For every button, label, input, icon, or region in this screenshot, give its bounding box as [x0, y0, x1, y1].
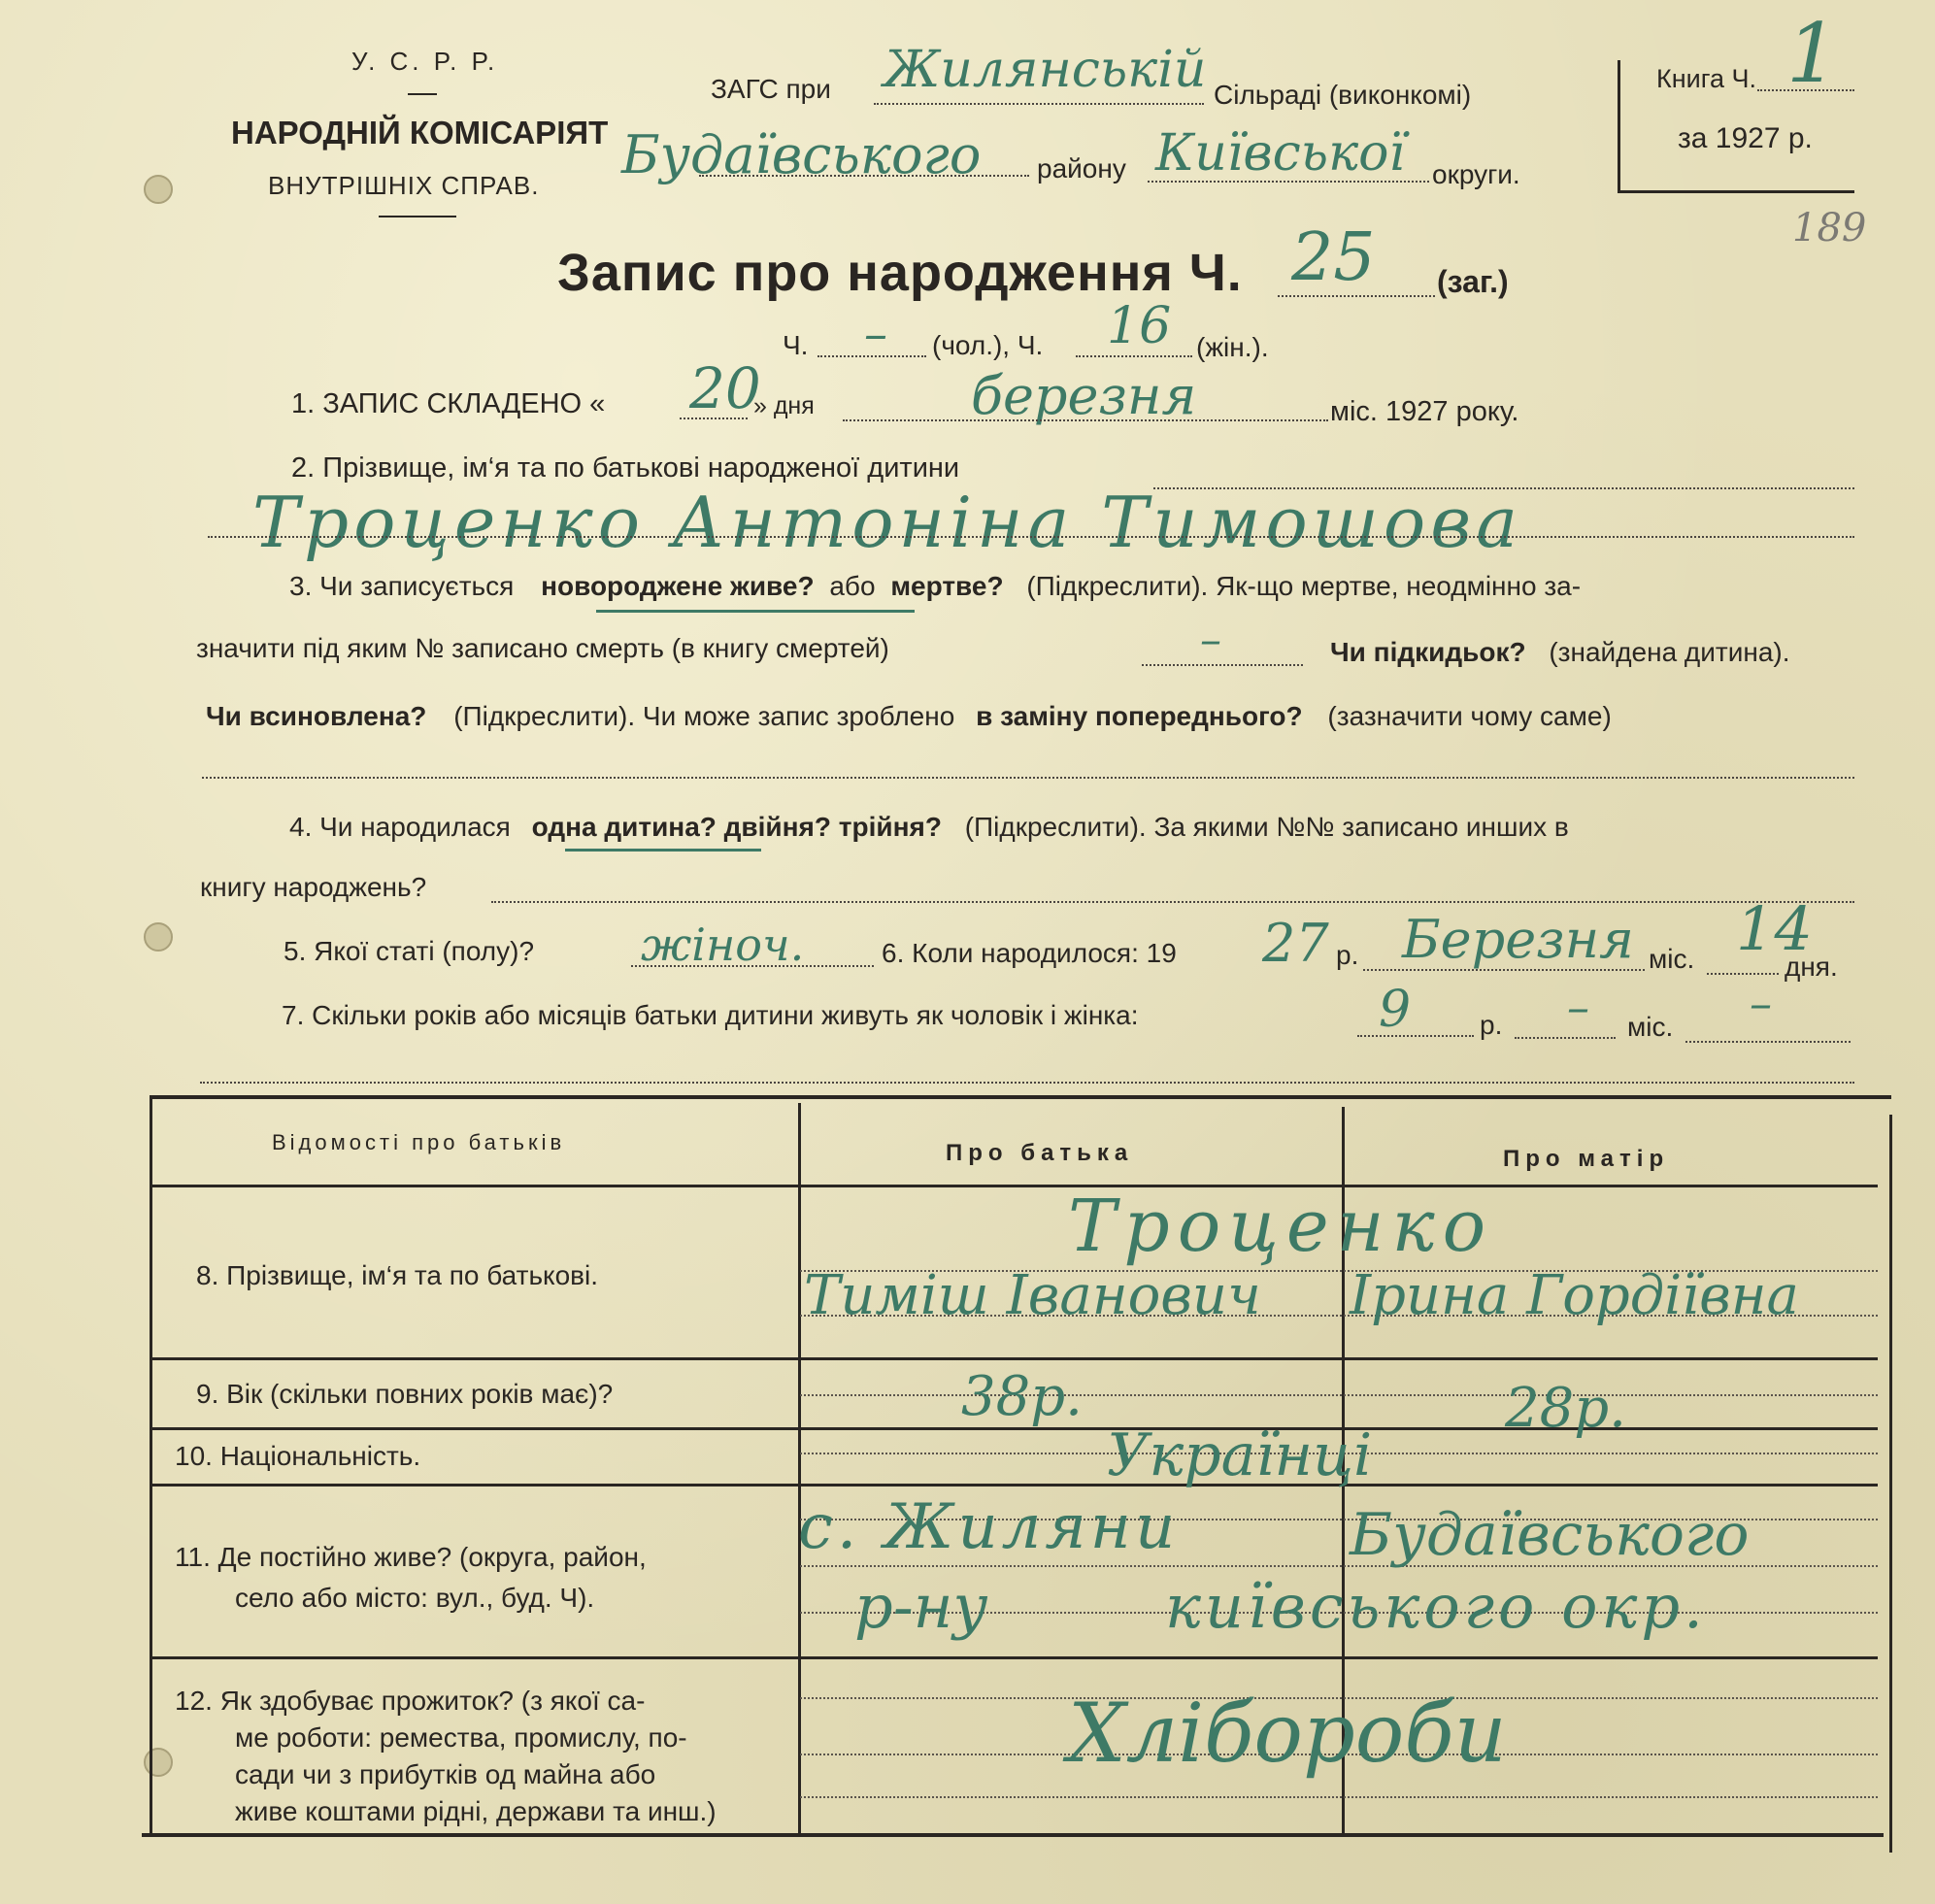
- row12-label-line4: живе коштами рідні, держави та инш.): [235, 1796, 717, 1826]
- mother-name-handwritten: Ірина Гордіївна: [1350, 1264, 1799, 1327]
- row12-label-line3: сади чи з прибутків од майна або: [235, 1759, 656, 1789]
- record-suffix: (заг.): [1437, 264, 1509, 299]
- residence-village-handwritten: с. Жиляни: [798, 1491, 1180, 1563]
- book-number-handwritten: 1: [1786, 6, 1839, 101]
- field3-l: (зазначити чому саме): [1327, 701, 1612, 731]
- birth-year-handwritten: 27: [1262, 913, 1329, 974]
- field2-label: 2. Прізвище, ім‘я та по батькові народженої дитини: [291, 452, 960, 484]
- commissariat-line1: НАРОДНІЙ КОМІСАРІЯТ: [231, 115, 609, 150]
- residence-okruga-handwritten: київського окр.: [1165, 1571, 1707, 1642]
- field6-label: 6. Коли народилося: 19: [882, 938, 1177, 968]
- field4-c: (Підкреслити). За якими №№ записано инших в: [964, 812, 1569, 842]
- field3-or: або: [829, 571, 876, 601]
- row12-label-line1: 12. Як здобуває прожиток? (з якої са-: [175, 1686, 646, 1716]
- field7-end-handwritten: –: [1750, 977, 1772, 1029]
- field3-line2b: [1330, 637, 1790, 668]
- residence-raion-handwritten: р-ну: [854, 1571, 988, 1642]
- one-child-underline: [565, 849, 761, 852]
- field6-mis: міс.: [1649, 944, 1695, 974]
- commissariat-line2: ВНУТРІШНІХ СПРАВ.: [268, 171, 540, 200]
- okruga-handwritten: Київської: [1155, 124, 1406, 183]
- field4-line1: [289, 812, 1569, 843]
- birth-month-handwritten: Березня: [1402, 909, 1634, 970]
- zags-prefix: ЗАГС при: [711, 74, 831, 104]
- raion-handwritten: Будаївського: [621, 124, 982, 185]
- field3-foundling: Чи підкидьок?: [1330, 637, 1526, 667]
- record-number-handwritten: 25: [1291, 219, 1376, 296]
- binder-hole: [144, 1748, 173, 1777]
- nationality-handwritten: Українці: [1107, 1421, 1373, 1489]
- record-title: Запис про народження Ч.: [557, 244, 1243, 302]
- field7-label: 7. Скільки років або місяців батьки дитини живуть як чоловік і жінка:: [282, 1000, 1139, 1030]
- death-number-handwritten: –: [1200, 616, 1221, 665]
- field6-dnia: дня.: [1785, 952, 1838, 982]
- father-name-handwritten: Тиміш Іванович: [804, 1264, 1261, 1327]
- field3-note: (Підкреслити). Як-що мертве, неодмінно за-: [1026, 571, 1582, 601]
- field3-alive: новороджене живе?: [541, 571, 815, 601]
- binder-hole: [144, 175, 173, 204]
- field3-dead: мертве?: [890, 571, 1004, 601]
- alive-underline: [596, 610, 915, 613]
- selrada-handwritten: Жилянській: [884, 41, 1207, 99]
- male-label: (чол.), Ч.: [932, 330, 1044, 360]
- field7-r: р.: [1480, 1010, 1503, 1040]
- field1-suffix: міс. 1927 року.: [1330, 396, 1519, 427]
- field3-a: 3. Чи записується: [289, 571, 515, 601]
- row12-label-line2: ме роботи: ремества, промислу, по-: [235, 1722, 687, 1753]
- ch-label: Ч.: [783, 330, 809, 360]
- raion-label: району: [1037, 153, 1126, 184]
- selrada-label: Сільраді (виконкомі): [1214, 80, 1472, 110]
- binder-hole: [144, 922, 173, 952]
- field3-line3: [206, 701, 1612, 732]
- page-number-handwritten: 189: [1792, 206, 1867, 251]
- row8-label: 8. Прізвище, ім‘я та по батькові.: [196, 1260, 599, 1290]
- sex-handwritten: жіноч.: [641, 919, 805, 971]
- field4-d: книгу народжень?: [200, 872, 427, 902]
- field3-line2: [196, 633, 889, 664]
- row10-label: 10. Національність.: [175, 1441, 421, 1471]
- father-age-handwritten: 38р.: [961, 1365, 1083, 1428]
- year-label: за 1927 р.: [1678, 122, 1813, 154]
- field4-options: одна дитина? двійня? трійня?: [531, 812, 942, 842]
- field3-j: (Підкреслити). Чи може запис зроблено: [453, 701, 955, 731]
- field3-f: значити під яким № записано смерть (в книгу смертей): [196, 633, 889, 663]
- field1-day-handwritten: 20: [689, 355, 761, 421]
- ussr-label: У. С. Р. Р.: [351, 47, 499, 76]
- occupation-handwritten: Хлібороби: [1068, 1686, 1507, 1781]
- birth-day-handwritten: 14: [1736, 893, 1813, 964]
- surname-handwritten: Троценко: [1068, 1185, 1494, 1268]
- field1-month-handwritten: березня: [971, 365, 1197, 426]
- okruga-label: округи.: [1432, 159, 1520, 189]
- field6-r: р.: [1336, 940, 1359, 970]
- row9-label: 9. Вік (скільки повних років має)?: [196, 1379, 614, 1409]
- residence-district-handwritten: Будаївського: [1350, 1501, 1750, 1569]
- female-number-handwritten: 16: [1107, 297, 1172, 355]
- months-together-handwritten: –: [1567, 981, 1589, 1033]
- row11-label-line2: село або місто: вул., буд. Ч).: [235, 1583, 595, 1613]
- col-header-mother: Про матір: [1503, 1146, 1670, 1172]
- field3-replacement: в заміну попереднього?: [976, 701, 1303, 731]
- female-label: (жін.).: [1196, 332, 1269, 362]
- mother-age-handwritten: 28р.: [1505, 1377, 1626, 1440]
- col-header-father: Про батька: [946, 1140, 1134, 1166]
- field1-prefix: 1. ЗАПИС СКЛАДЕНО «: [291, 388, 606, 419]
- row11-label-line1: 11. Де постійно живе? (округа, район,: [175, 1542, 647, 1572]
- field1-mid: » дня: [753, 392, 815, 419]
- col-header-info: Відомості про батьків: [272, 1130, 566, 1154]
- male-number-handwritten: –: [864, 307, 887, 361]
- field3-line1: [289, 571, 1581, 602]
- field3-found: (знайдена дитина).: [1549, 637, 1790, 667]
- years-together-handwritten: 9: [1379, 981, 1412, 1039]
- field7-mis: міс.: [1627, 1012, 1674, 1042]
- book-label: Книга Ч.: [1656, 64, 1756, 93]
- field5-label: 5. Якої статі (полу)?: [284, 936, 535, 966]
- field3-adopted: Чи всиновлена?: [206, 701, 427, 731]
- field4-a: 4. Чи народилася: [289, 812, 511, 842]
- child-name-handwritten: Троценко Антоніна Тимошова: [252, 482, 1523, 563]
